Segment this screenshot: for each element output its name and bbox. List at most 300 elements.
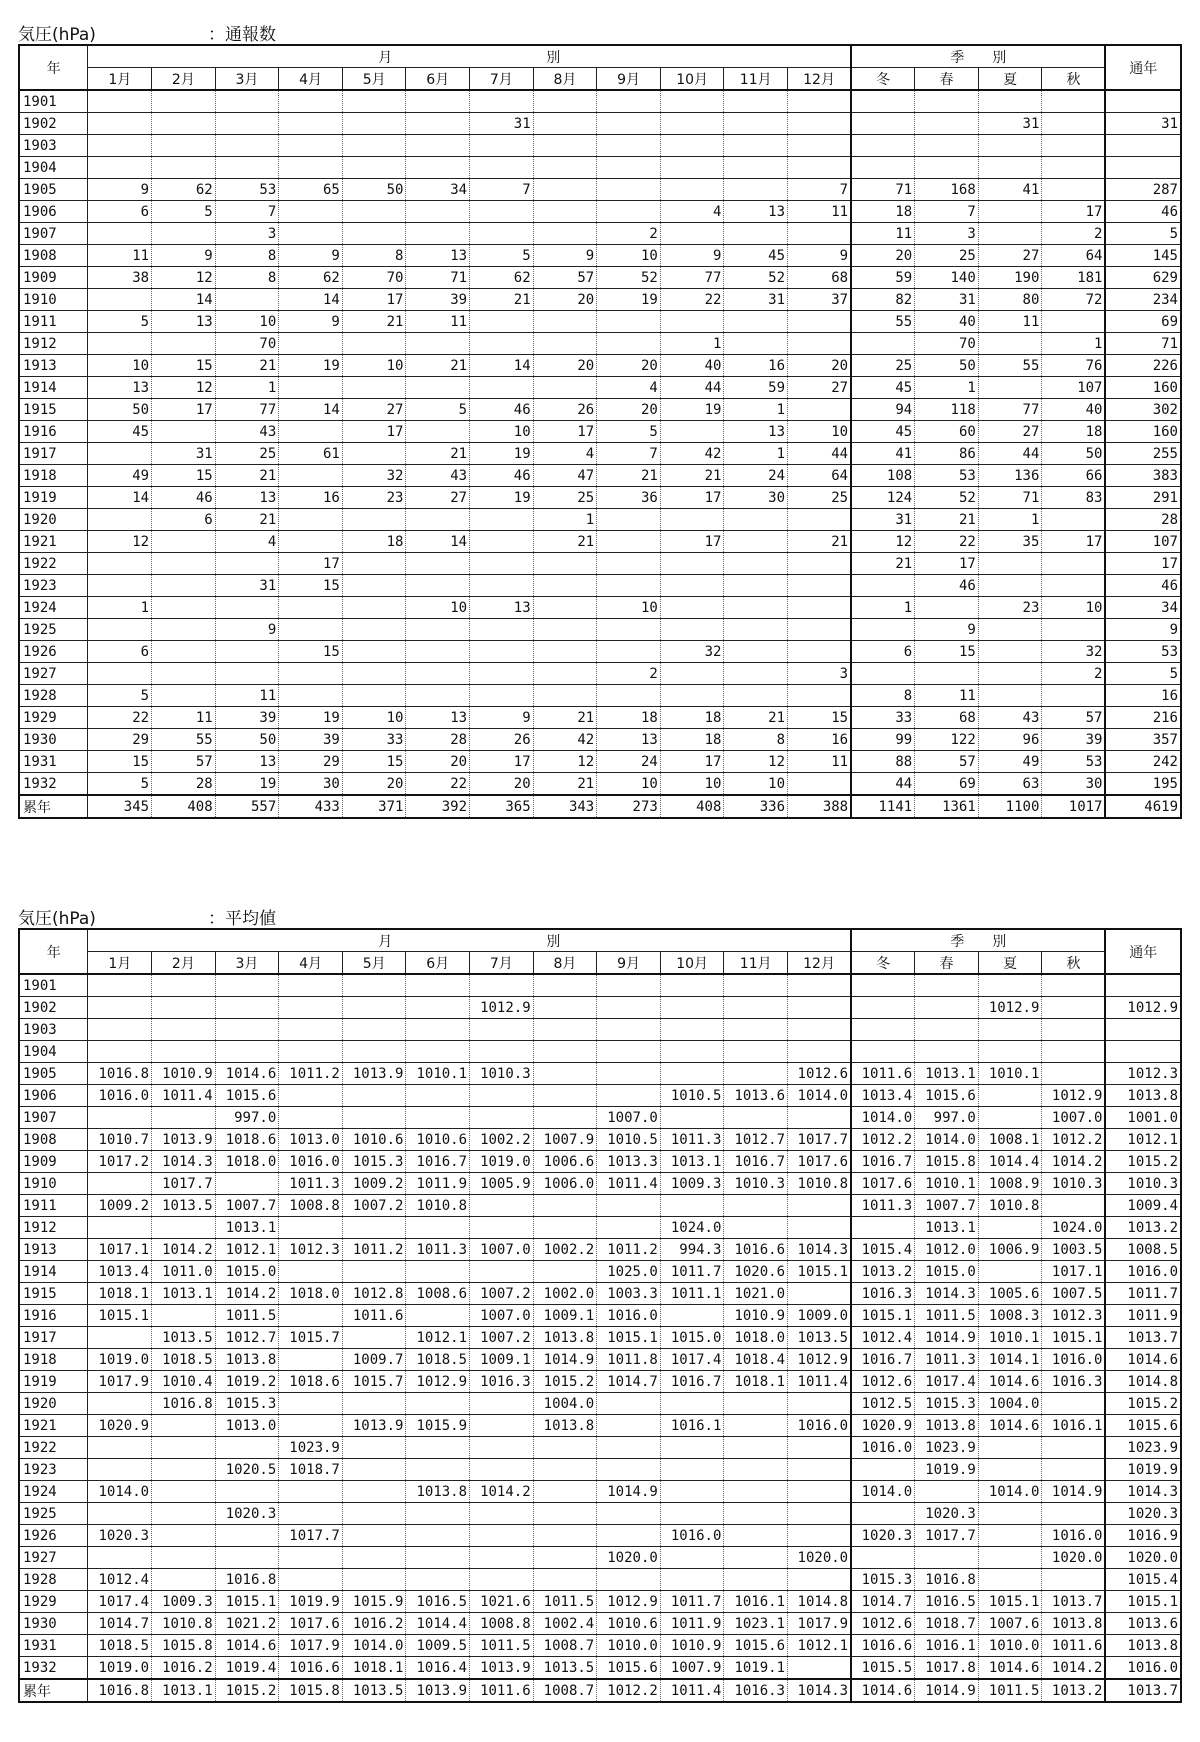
month-value-cell: 57 [152,751,216,773]
month-value-cell [470,201,534,223]
year-cell: 1914 [19,377,88,399]
year-cell: 1928 [19,685,88,707]
month-value-cell: 1011.5 [215,1305,279,1327]
month-value-cell: 9 [533,245,597,267]
season-value-cell [851,333,915,355]
season-value-cell: 1015.6 [915,1085,979,1107]
month-value-cell [406,997,470,1019]
month-value-cell [660,1503,724,1525]
month-value-cell: 15 [788,707,852,729]
season-value-cell [851,157,915,179]
season-value-cell: 1016.3 [851,1283,915,1305]
season-value-cell: 2 [1042,663,1106,685]
month-value-cell [279,465,343,487]
month-value-cell [788,641,852,663]
month-value-cell [88,113,152,135]
season-value-cell: 1008.1 [978,1129,1042,1151]
month-value-cell: 14 [152,289,216,311]
month-value-cell: 50 [88,399,152,421]
season-value-cell: 1012.2 [851,1129,915,1151]
month-value-cell [597,1217,661,1239]
month-value-cell [533,1063,597,1085]
month-value-cell [279,685,343,707]
month-value-cell: 16 [788,729,852,751]
month-value-cell [597,641,661,663]
annual-value-cell: 69 [1105,311,1181,333]
season-column-header: 夏 [978,952,1042,975]
month-value-cell [152,597,216,619]
season-value-cell [1042,1503,1106,1525]
annual-value-cell: 1012.3 [1105,1063,1181,1085]
table-row [19,619,1181,641]
year-cell: 1920 [19,509,88,531]
month-value-cell [279,1415,343,1437]
season-value-cell [978,663,1042,685]
month-value-cell: 38 [88,267,152,289]
month-value-cell: 5 [152,201,216,223]
month-value-cell: 392 [406,795,470,818]
season-value-cell: 1020.3 [915,1503,979,1525]
month-value-cell: 40 [660,355,724,377]
month-value-cell [152,1547,216,1569]
month-value-cell: 15 [279,641,343,663]
season-value-cell: 1100 [978,795,1042,818]
month-value-cell [152,1019,216,1041]
table-row [19,421,1181,443]
month-value-cell: 1015.1 [88,1305,152,1327]
month-value-cell: 1014.8 [788,1591,852,1613]
month-value-cell: 1020.3 [215,1503,279,1525]
season-value-cell [1042,974,1106,997]
month-value-cell [470,135,534,157]
month-value-cell [470,1261,534,1283]
month-value-cell [342,1547,406,1569]
month-value-cell: 14 [470,355,534,377]
month-value-cell [406,1019,470,1041]
table-row [19,751,1181,773]
month-value-cell [406,509,470,531]
season-value-cell: 8 [851,685,915,707]
month-value-cell [660,90,724,113]
month-value-cell [279,157,343,179]
month-value-cell [533,1503,597,1525]
season-value-cell: 1014.2 [1042,1151,1106,1173]
season-value-cell: 7 [915,201,979,223]
year-cell: 1901 [19,90,88,113]
month-value-cell: 1013.8 [406,1481,470,1503]
month-value-cell [533,90,597,113]
year-cell: 1902 [19,997,88,1019]
month-value-cell: 21 [597,465,661,487]
month-value-cell: 1017.2 [88,1151,152,1173]
month-value-cell [152,1107,216,1129]
month-value-cell: 20 [597,355,661,377]
season-value-cell: 1 [978,509,1042,531]
season-value-cell: 1010.0 [978,1635,1042,1657]
report-count-table [18,44,1182,819]
table-row [19,1217,1181,1239]
season-value-cell [915,974,979,997]
year-cell: 1916 [19,1305,88,1327]
month-value-cell: 10 [788,421,852,443]
table-row [19,377,1181,399]
month-value-cell [533,1261,597,1283]
table-row [19,1239,1181,1261]
month-value-cell: 1021.0 [724,1283,788,1305]
table-row [19,1547,1181,1569]
month-value-cell [660,179,724,201]
season-value-cell: 1014.0 [851,1481,915,1503]
season-value-cell: 53 [915,465,979,487]
table-row [19,245,1181,267]
month-value-cell [470,1503,534,1525]
month-value-cell: 68 [788,267,852,289]
table-row [19,1371,1181,1393]
month-value-cell: 1003.3 [597,1283,661,1305]
header-row-groups [19,929,1181,952]
season-value-cell: 96 [978,729,1042,751]
month-value-cell: 10 [597,773,661,796]
table-row [19,509,1181,531]
month-value-cell: 1016.3 [470,1371,534,1393]
month-value-cell: 1011.4 [152,1085,216,1107]
month-value-cell [533,311,597,333]
season-value-cell: 1015.0 [915,1261,979,1283]
month-value-cell [788,1459,852,1481]
month-value-cell [152,575,216,597]
month-value-cell [88,135,152,157]
month-value-cell [215,1173,279,1195]
season-value-cell: 1004.0 [978,1393,1042,1415]
month-value-cell [279,1217,343,1239]
month-value-cell: 6 [152,509,216,531]
month-value-cell: 1013.5 [342,1679,406,1702]
season-value-cell [851,619,915,641]
month-column-header: 2月 [152,952,216,975]
month-value-cell [279,113,343,135]
year-cell: 累年 [19,1679,88,1702]
month-value-cell [660,974,724,997]
month-value-cell: 14 [279,399,343,421]
month-value-cell [533,333,597,355]
month-value-cell: 10 [660,773,724,796]
season-column-header: 春 [915,952,979,975]
season-value-cell [1042,575,1106,597]
month-value-cell: 14 [279,289,343,311]
season-value-cell: 1016.7 [851,1349,915,1371]
total-row [19,795,1181,818]
month-value-cell: 1011.3 [660,1129,724,1151]
month-value-cell: 365 [470,795,534,818]
month-value-cell [152,1437,216,1459]
season-value-cell [978,90,1042,113]
month-value-cell: 1013.5 [152,1195,216,1217]
month-value-cell: 10 [406,597,470,619]
month-value-cell [88,1173,152,1195]
month-value-cell [342,1261,406,1283]
season-value-cell [1042,553,1106,575]
table-row [19,575,1181,597]
month-value-cell: 557 [215,795,279,818]
month-value-cell [788,1283,852,1305]
annual-value-cell: 16 [1105,685,1181,707]
month-value-cell: 1012.8 [342,1283,406,1305]
season-value-cell: 1023.9 [915,1437,979,1459]
month-value-cell: 1013.9 [406,1679,470,1702]
month-value-cell: 1009.1 [533,1305,597,1327]
month-value-cell: 1011.3 [406,1239,470,1261]
season-value-cell: 18 [1042,421,1106,443]
month-value-cell: 1015.6 [215,1085,279,1107]
month-value-cell [724,1063,788,1085]
month-value-cell: 1016.2 [342,1613,406,1635]
season-value-cell: 57 [915,751,979,773]
month-value-cell [342,1525,406,1547]
annual-value-cell: 9 [1105,619,1181,641]
season-value-cell: 68 [915,707,979,729]
season-value-cell: 1017.8 [915,1657,979,1680]
month-value-cell: 1018.0 [279,1283,343,1305]
season-value-cell [1042,90,1106,113]
annual-value-cell [1105,157,1181,179]
month-value-cell [152,641,216,663]
annual-column-header: 通年 [1105,929,1181,974]
season-value-cell [978,1547,1042,1569]
season-value-cell: 32 [1042,641,1106,663]
month-value-cell: 1018.6 [279,1371,343,1393]
month-value-cell: 4 [533,443,597,465]
season-value-cell: 9 [915,619,979,641]
month-value-cell: 62 [279,267,343,289]
month-value-cell: 37 [788,289,852,311]
month-value-cell [279,1019,343,1041]
season-value-cell [915,90,979,113]
table-row [19,1327,1181,1349]
annual-value-cell: 1012.9 [1105,997,1181,1019]
count-table-section [18,18,1182,819]
month-value-cell [215,663,279,685]
month-value-cell [533,377,597,399]
month-value-cell [597,311,661,333]
season-value-cell: 66 [1042,465,1106,487]
month-value-cell: 1020.0 [597,1547,661,1569]
month-value-cell: 1015.2 [533,1371,597,1393]
season-value-cell [978,1569,1042,1591]
year-cell: 1925 [19,619,88,641]
month-value-cell: 1013.8 [215,1349,279,1371]
season-column-header: 秋 [1042,952,1106,975]
annual-value-cell: 145 [1105,245,1181,267]
month-value-cell [342,1019,406,1041]
month-value-cell: 10 [724,773,788,796]
month-value-cell: 1017.9 [88,1371,152,1393]
month-value-cell: 1012.9 [788,1349,852,1371]
month-value-cell [152,619,216,641]
season-value-cell [1042,509,1106,531]
annual-value-cell: 1013.7 [1105,1679,1181,1702]
month-value-cell: 1011.1 [660,1283,724,1305]
month-value-cell: 19 [597,289,661,311]
season-value-cell: 45 [851,377,915,399]
month-value-cell [152,1459,216,1481]
month-value-cell [660,135,724,157]
month-value-cell [597,179,661,201]
month-value-cell: 16 [279,487,343,509]
month-value-cell [788,135,852,157]
month-value-cell [406,90,470,113]
month-value-cell [342,997,406,1019]
season-value-cell: 1016.0 [1042,1349,1106,1371]
month-value-cell [533,575,597,597]
month-value-cell [724,90,788,113]
annual-value-cell: 1001.0 [1105,1107,1181,1129]
month-value-cell: 1012.2 [597,1679,661,1702]
month-value-cell: 1009.3 [152,1591,216,1613]
month-column-header: 11月 [724,68,788,91]
table-row [19,1481,1181,1503]
month-value-cell [597,135,661,157]
month-value-cell [470,685,534,707]
annual-value-cell: 34 [1105,597,1181,619]
year-column-header: 年 [19,45,88,90]
season-value-cell: 6 [851,641,915,663]
season-value-cell: 49 [978,751,1042,773]
month-value-cell [88,974,152,997]
month-value-cell [279,223,343,245]
month-value-cell: 1014.2 [470,1481,534,1503]
season-value-cell [915,157,979,179]
month-value-cell: 5 [406,399,470,421]
month-value-cell: 1015.0 [215,1261,279,1283]
month-value-cell: 1013.6 [724,1085,788,1107]
annual-value-cell: 1014.6 [1105,1349,1181,1371]
month-value-cell: 10 [88,355,152,377]
month-value-cell: 21 [788,531,852,553]
month-value-cell: 70 [342,267,406,289]
month-value-cell [470,1525,534,1547]
month-value-cell [406,135,470,157]
month-value-cell [724,1503,788,1525]
month-value-cell: 21 [406,443,470,465]
month-value-cell: 1017.4 [660,1349,724,1371]
month-value-cell [406,553,470,575]
month-value-cell [724,135,788,157]
month-value-cell: 12 [88,531,152,553]
month-value-cell: 20 [533,355,597,377]
month-value-cell [279,201,343,223]
month-value-cell: 1016.0 [88,1085,152,1107]
month-value-cell [788,399,852,421]
month-value-cell [215,641,279,663]
month-value-cell: 20 [597,399,661,421]
month-value-cell [215,597,279,619]
month-value-cell [152,1525,216,1547]
season-value-cell [851,1217,915,1239]
month-value-cell [279,377,343,399]
annual-value-cell: 1012.1 [1105,1129,1181,1151]
month-value-cell [533,1041,597,1063]
month-value-cell [597,1085,661,1107]
month-column-header: 3月 [215,68,279,91]
table-row [19,1415,1181,1437]
year-cell: 1921 [19,1415,88,1437]
month-value-cell: 61 [279,443,343,465]
month-value-cell: 1016.7 [724,1151,788,1173]
season-value-cell [978,1437,1042,1459]
month-value-cell: 32 [342,465,406,487]
month-value-cell [215,113,279,135]
month-value-cell: 1010.8 [788,1173,852,1195]
season-value-cell: 1017.6 [851,1173,915,1195]
annual-value-cell: 107 [1105,531,1181,553]
month-value-cell [342,597,406,619]
month-value-cell: 5 [470,245,534,267]
month-value-cell: 1019.2 [215,1371,279,1393]
month-value-cell: 1011.5 [533,1591,597,1613]
season-value-cell: 107 [1042,377,1106,399]
month-column-header: 12月 [788,952,852,975]
month-value-cell [152,1217,216,1239]
season-value-cell [978,974,1042,997]
month-value-cell: 1015.0 [660,1327,724,1349]
month-value-cell: 45 [88,421,152,443]
month-value-cell: 13 [406,245,470,267]
season-value-cell [851,575,915,597]
month-value-cell: 1024.0 [660,1217,724,1239]
table-row [19,997,1181,1019]
year-cell: 1932 [19,773,88,796]
season-value-cell: 1024.0 [1042,1217,1106,1239]
month-value-cell [724,1459,788,1481]
year-cell: 1932 [19,1657,88,1680]
month-value-cell [342,974,406,997]
season-value-cell: 1015.5 [851,1657,915,1680]
year-cell: 1915 [19,399,88,421]
season-column-header: 夏 [978,68,1042,91]
month-value-cell [597,201,661,223]
month-column-header: 9月 [597,68,661,91]
season-value-cell: 25 [915,245,979,267]
month-column-header: 2月 [152,68,216,91]
month-value-cell [724,1415,788,1437]
month-value-cell: 13 [215,751,279,773]
month-value-cell: 1025.0 [597,1261,661,1283]
annual-value-cell: 1013.2 [1105,1217,1181,1239]
month-value-cell [724,509,788,531]
month-value-cell [724,1217,788,1239]
month-value-cell [597,1195,661,1217]
table-row [19,179,1181,201]
year-cell: 1924 [19,597,88,619]
month-value-cell: 1017.7 [279,1525,343,1547]
month-value-cell: 1 [724,399,788,421]
season-value-cell: 1018.7 [915,1613,979,1635]
month-value-cell: 1013.1 [152,1679,216,1702]
month-value-cell [724,157,788,179]
season-value-cell [915,1019,979,1041]
month-value-cell [152,333,216,355]
month-value-cell [660,1437,724,1459]
annual-value-cell: 46 [1105,575,1181,597]
month-value-cell [597,1569,661,1591]
season-value-cell: 17 [1042,531,1106,553]
month-value-cell: 273 [597,795,661,818]
season-value-cell [915,1041,979,1063]
season-value-cell: 1010.8 [978,1195,1042,1217]
month-value-cell [279,1547,343,1569]
month-value-cell: 1005.9 [470,1173,534,1195]
month-value-cell [88,1041,152,1063]
